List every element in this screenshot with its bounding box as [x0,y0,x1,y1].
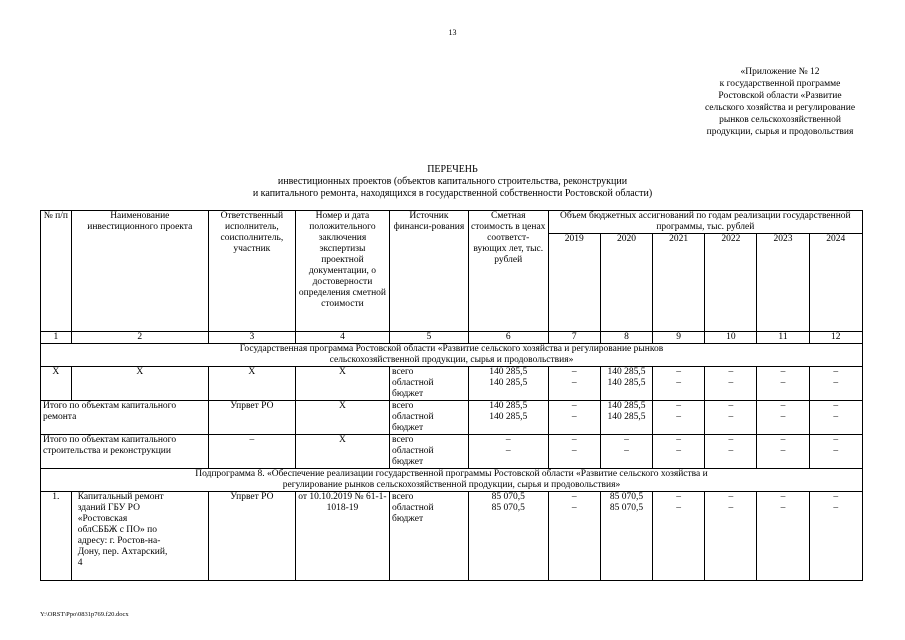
row-source: областной бюджет [390,503,469,580]
row-expertise: от 10.10.2019 № 61-1-1018-19 [295,492,389,581]
header-source: Источник финанси-рования [390,211,469,332]
row-value: 140 285,5 [600,401,652,413]
header-executor: Ответственный исполнитель, соисполнитель, участник [208,211,295,332]
row-executor: – [208,435,295,469]
row-value: – [757,503,809,580]
row-value: 140 285,5 [600,378,652,401]
row-name: Х [71,367,208,401]
row-value: – [548,378,600,401]
row-cost: – [468,446,548,469]
row-value: – [705,446,757,469]
header-volume: Объем бюджетных ассигнований по годам реализации государственной программы, тыс. рублей [548,211,862,234]
header-year: 2020 [600,234,652,332]
row-value: – [653,401,705,413]
column-index: 1 [41,332,72,344]
row-value: – [653,367,705,379]
row-value: – [548,503,600,580]
row-executor: Х [208,367,295,401]
header-name: Наименование инвестиционного проекта [71,211,208,332]
row-value: – [548,492,600,504]
program-title: Государственная программа Ростовской области «Развитие сельского хозяйства и регулирование рынков сельскохозяйственной продукции, сырья и продовольствия» [41,344,863,367]
row-value: – [653,378,705,401]
row-value: – [705,378,757,401]
row-value: – [600,446,652,469]
column-index: 5 [390,332,469,344]
row-value: – [705,435,757,447]
row-value: – [548,401,600,413]
header-num: № п/п [41,211,72,332]
row-expertise: Х [295,401,389,435]
column-index: 9 [653,332,705,344]
document-title [0,164,905,200]
column-index: 2 [71,332,208,344]
row-value: – [757,492,809,504]
appendix-line: сельского хозяйства и регулирование [704,103,856,113]
table-row [41,367,863,379]
row-num: Х [41,367,72,401]
column-index: 8 [600,332,652,344]
appendix-line: «Приложение № 12 [740,67,820,77]
row-source: всего [390,492,469,504]
row-value: – [653,492,705,504]
row-value: – [809,435,862,447]
row-cost: 140 285,5 [468,367,548,379]
row-source: всего [390,401,469,413]
file-path-footer: Y:\ORST\Ppo\0831p769.f20.docx [40,611,129,618]
table-row [41,435,863,447]
row-value: – [653,412,705,435]
row-value: – [809,412,862,435]
row-value: – [548,367,600,379]
table-row [41,492,863,504]
column-index: 10 [705,332,757,344]
row-value: – [809,378,862,401]
subprogram-section-row [41,469,863,492]
row-value: – [757,367,809,379]
row-value: – [809,446,862,469]
row-value: – [548,435,600,447]
header-year: 2024 [809,234,862,332]
appendix-line: рынков сельскохозяйственной [719,115,841,125]
row-name: Итого по объектам капитального ремонта [41,401,209,435]
page-number: 13 [448,28,457,37]
header-year: 2021 [653,234,705,332]
column-index: 11 [757,332,809,344]
column-index-row [41,332,863,344]
row-source: всего [390,435,469,447]
row-expertise: Х [295,435,389,469]
row-num: 1. [41,492,72,581]
row-value: – [705,401,757,413]
row-value: – [653,503,705,580]
row-cost: – [468,435,548,447]
row-value: – [809,503,862,580]
header-year: 2023 [757,234,809,332]
row-cost: 140 285,5 [468,401,548,413]
appendix-line: к государственной программе [719,79,841,89]
row-value: – [757,378,809,401]
appendix-line: Ростовской области «Развитие [718,91,842,101]
row-value: 85 070,5 [600,503,652,580]
row-cost: 85 070,5 [468,492,548,504]
row-cost: 140 285,5 [468,412,548,435]
appendix-line: продукции, сырья и продовольствия [706,127,854,137]
row-value: – [653,435,705,447]
row-value: – [600,435,652,447]
row-cost: 140 285,5 [468,378,548,401]
row-value: – [757,446,809,469]
row-value: – [548,446,600,469]
header-year: 2019 [548,234,600,332]
row-value: – [705,412,757,435]
header-year: 2022 [705,234,757,332]
row-name: Капитальный ремонт зданий ГБУ РО «Ростовская облСББЖ с ПО» по адресу: г. Ростов-на-Дону, пер. Ахтарский, 4 [71,492,208,581]
header-cost: Сметная стоимость в ценах соответст-вующих лет, тыс. рублей [468,211,548,332]
row-name: Итого по объектам капитального строительства и реконструкции [41,435,209,469]
row-source: всего [390,367,469,379]
row-expertise: Х [295,367,389,401]
program-section-row [41,344,863,367]
column-index: 7 [548,332,600,344]
subprogram-title: Подпрограмма 8. «Обеспечение реализации государственной программы Ростовской области «Развитие сельского хозяйства и регулирование рынков сельскохозяйственной продукции, сырья и продовольствия» [41,469,863,492]
row-value: – [705,367,757,379]
column-index: 6 [468,332,548,344]
investment-projects-table [40,210,863,581]
header-row [41,211,863,234]
header-expertise: Номер и дата положительного заключения экспертизы проектной документации, о достоверности определения сметной стоимости [295,211,389,332]
row-value: 85 070,5 [600,492,652,504]
row-executor: Упрвет РО [208,401,295,435]
row-source: областной бюджет [390,446,469,469]
title-line: и капитального ремонта, находящихся в государственной собственности Ростовской области) [252,188,653,199]
row-value: – [757,401,809,413]
row-source: областной бюджет [390,378,469,401]
row-value: – [809,492,862,504]
row-value: – [653,446,705,469]
row-value: – [757,412,809,435]
row-value: – [705,503,757,580]
column-index: 4 [295,332,389,344]
title-heading: ПЕРЕЧЕНЬ [427,164,478,175]
row-source: областной бюджет [390,412,469,435]
column-index: 3 [208,332,295,344]
table-row [41,401,863,413]
row-value: – [809,401,862,413]
row-cost: 85 070,5 [468,503,548,580]
row-value: – [757,435,809,447]
row-executor: Упрвет РО [208,492,295,581]
appendix-note [640,66,905,138]
row-value: 140 285,5 [600,412,652,435]
row-value: – [705,492,757,504]
row-value: 140 285,5 [600,367,652,379]
title-line: инвестиционных проектов (объектов капитального строительства, реконструкции [277,176,628,187]
row-value: – [548,412,600,435]
row-value: – [809,367,862,379]
column-index: 12 [809,332,862,344]
